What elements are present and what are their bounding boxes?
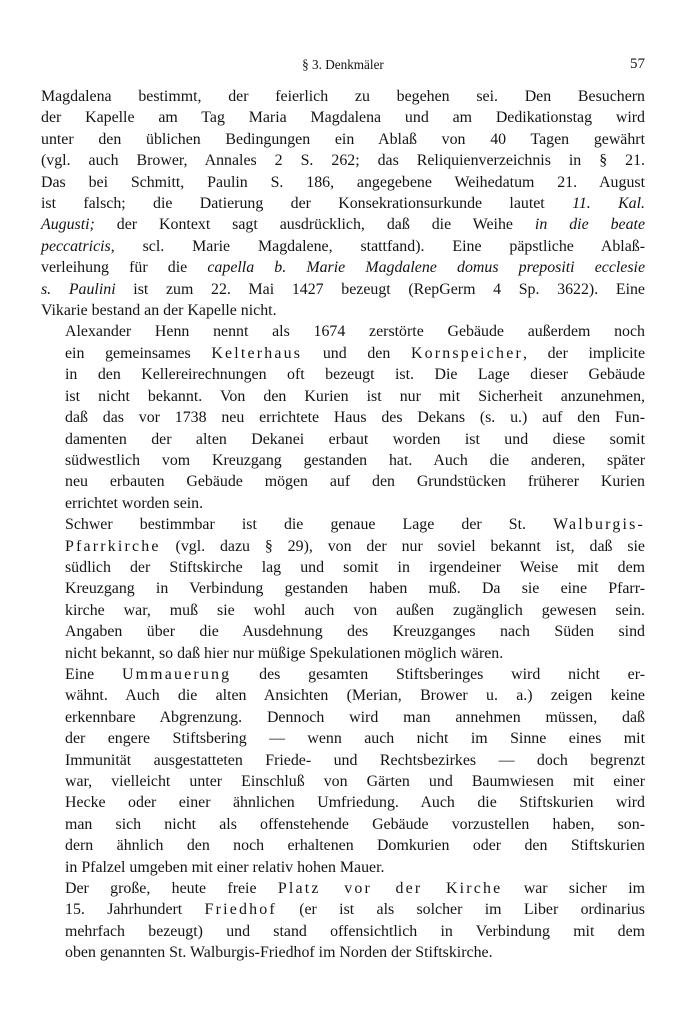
text-segment: Alexander Henn nennt als 1674 zerstörte Gebäude außerdem noch: [65, 323, 645, 341]
text-segment: verleihung für die: [41, 259, 208, 277]
text-line: [41, 621, 645, 642]
text-segment: Das bei Schmitt, Paulin S. 186, angegebene Weihedatum 21. August: [41, 173, 645, 191]
body-text: [41, 86, 645, 964]
text-line: [41, 471, 645, 492]
text-segment: man sich nicht als offenstehende Gebäude vorzustellen haben, son-: [65, 815, 645, 833]
text-segment: mehrfach bezeugt) und stand offensichtlich in Verbindung mit dem: [65, 922, 645, 940]
text-line: [41, 750, 645, 771]
text-line: [41, 107, 645, 128]
text-line: [41, 921, 645, 942]
text-segment: ist nicht bekannt. Von den Kurien ist nur mit Sicherheit anzunehmen,: [65, 387, 645, 405]
text-line: [41, 279, 645, 300]
text-segment: der engere Stiftsbering — wenn auch nicht im Sinne eines mit: [65, 730, 645, 748]
text-line: [41, 857, 645, 878]
text-segment: dern ähnlich den noch erhaltenen Domkurien oder den Stiftskurien: [65, 837, 645, 855]
text-line: [41, 193, 645, 214]
text-line: [41, 814, 645, 835]
text-line: [41, 172, 645, 193]
spaced-emphasis: Kelterhaus: [211, 344, 303, 362]
italic-text: Augusti;: [41, 216, 95, 234]
text-line: [41, 771, 645, 792]
text-segment: Schwer bestimmbar ist die genaue Lage der St.: [65, 516, 554, 534]
text-segment: Eine: [65, 665, 122, 683]
text-line: [41, 835, 645, 856]
text-line: [41, 493, 645, 514]
spaced-emphasis: Friedhof: [204, 901, 277, 919]
text-line: [41, 450, 645, 471]
text-segment: kirche war, muß sie wohl auch von außen zugänglich gewesen sein.: [65, 601, 645, 619]
text-line: [41, 321, 645, 342]
text-segment: und den: [302, 344, 411, 362]
text-line: [41, 407, 645, 428]
text-segment: daß das vor 1738 neu errichtete Haus des Dekans (s. u.) auf den Fun-: [65, 409, 645, 427]
text-segment: der Kapelle am Tag Maria Magdalena und am Dedikationstag wird: [41, 109, 645, 127]
text-segment: südlich der Stiftskirche lag und somit in irgendeiner Weise mit dem: [65, 558, 645, 576]
text-segment: , der implicite: [522, 344, 645, 362]
italic-text: in die beate: [534, 216, 645, 234]
text-line: [41, 728, 645, 749]
text-line: [41, 899, 645, 920]
text-segment: ist zum 22. Mai 1427 bezeugt (RepGerm 4 Sp. 3622). Eine: [115, 280, 645, 298]
text-segment: Kreuzgang in Verbindung gestanden haben muß. Da sie eine Pfarr-: [65, 580, 645, 598]
italic-text: peccatricis,: [41, 237, 115, 255]
text-line: [41, 600, 645, 621]
section-title: § 3. Denkmäler: [302, 57, 384, 72]
text-line: [41, 685, 645, 706]
text-line: [41, 129, 645, 150]
text-line: [41, 150, 645, 171]
spaced-emphasis: Ummauerung: [121, 665, 232, 683]
spaced-emphasis: Kornspeicher: [410, 344, 523, 362]
text-line: [41, 536, 645, 557]
text-segment: Angaben über die Ausdehnung des Kreuzganges nach Süden sind: [65, 623, 645, 641]
paragraph: [41, 514, 645, 664]
text-line: [41, 792, 645, 813]
text-segment: errichtet worden sein.: [65, 494, 204, 512]
text-segment: Der große, heute freie: [65, 880, 278, 898]
italic-text: capella b. Marie Magdalene domus prepositi ecclesie: [207, 259, 645, 277]
text-segment: in Pfalzel umgeben mit einer relativ hohen Mauer.: [65, 858, 385, 876]
text-segment: des gesamten Stiftsberinges wird nicht er-: [231, 665, 646, 683]
text-segment: (vgl. auch Brower, Annales 2 S. 262; das Reliquienverzeichnis in § 21.: [41, 152, 645, 170]
text-segment: Hecke oder einer ähnlichen Umfriedung. Auch die Stiftskurien wird: [65, 794, 645, 812]
italic-text: 11. Kal.: [572, 195, 646, 213]
text-line: [41, 557, 645, 578]
spaced-emphasis: Platz vor der Kirche: [277, 880, 503, 898]
paragraph: [41, 664, 645, 878]
text-segment: Magdalena bestimmt, der feierlich zu begehen sei. Den Besuchern: [41, 88, 645, 105]
text-segment: war, vielleicht unter Einschluß von Gärten und Baumwiesen mit einer: [65, 773, 645, 790]
running-head: [41, 50, 645, 86]
text-segment: ein gemeinsames: [65, 344, 212, 362]
text-line: [41, 257, 645, 278]
text-segment: in den Kellereirechnungen oft bezeugt ist. Die Lage dieser Gebäude: [65, 366, 645, 384]
text-line: [41, 878, 645, 899]
text-segment: war sicher im: [502, 880, 645, 898]
text-line: [41, 386, 645, 407]
document-page: [41, 50, 645, 964]
paragraph: [41, 321, 645, 514]
text-segment: (vgl. dazu § 29), von der nur soviel bekannt ist, daß sie: [160, 537, 645, 555]
text-line: [41, 514, 645, 535]
text-segment: Vikarie bestand an der Kapelle nicht.: [41, 302, 277, 320]
text-line: [41, 643, 645, 664]
italic-text: s. Paulini: [41, 280, 116, 298]
text-line: [41, 664, 645, 685]
text-segment: der Kontext sagt ausdrücklich, daß die Weihe: [94, 216, 535, 234]
text-segment: Immunität ausgestatteten Friede- und Rechtsbezirkes — doch begrenzt: [65, 751, 645, 769]
text-line: [41, 214, 645, 235]
text-segment: wähnt. Auch die alten Ansichten (Merian, Brower u. a.) zeigen keine: [65, 687, 645, 705]
text-line: [41, 942, 645, 963]
text-segment: scl. Marie Magdalene, stattfand). Eine päpstliche Ablaß-: [114, 237, 645, 255]
spaced-emphasis: Walburgis-: [553, 516, 645, 534]
text-line: [41, 236, 645, 257]
text-line: [41, 578, 645, 599]
text-line: [41, 343, 645, 364]
text-line: [41, 86, 645, 107]
text-segment: neu erbauten Gebäude mögen auf den Grundstücken früherer Kurien: [65, 473, 645, 491]
paragraph: [41, 86, 645, 321]
text-segment: damenten der alten Dekanei erbaut worden ist und diese somit: [65, 430, 645, 448]
text-segment: (er ist als solcher im Liber ordinarius: [276, 901, 645, 919]
spaced-emphasis: Pfarrkirche: [65, 537, 161, 555]
text-segment: oben genannten St. Walburgis-Friedhof im Norden der Stiftskirche.: [65, 944, 493, 962]
text-segment: südwestlich vom Kreuzgang gestanden hat. Auch die anderen, später: [65, 451, 645, 469]
paragraph: [41, 878, 645, 964]
text-segment: 15. Jahrhundert: [65, 901, 205, 919]
text-segment: nicht bekannt, so daß hier nur müßige Spekulationen möglich wären.: [65, 644, 504, 662]
text-line: [41, 707, 645, 728]
text-segment: unter den üblichen Bedingungen ein Ablaß von 40 Tagen gewährt: [41, 130, 645, 148]
text-line: [41, 300, 645, 321]
text-segment: erkennbare Abgrenzung. Dennoch wird man annehmen müssen, daß: [65, 708, 645, 726]
page-number: 57: [630, 56, 645, 72]
text-line: [41, 364, 645, 385]
text-line: [41, 429, 645, 450]
text-segment: ist falsch; die Datierung der Konsekrationsurkunde lautet: [41, 195, 573, 213]
